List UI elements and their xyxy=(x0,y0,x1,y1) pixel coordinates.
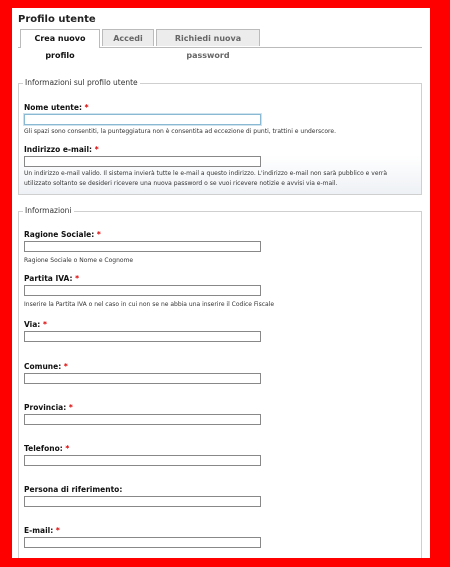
tab-create-profile[interactable]: Crea nuovo profilo xyxy=(20,29,100,48)
company-name-input[interactable] xyxy=(24,241,261,252)
main-panel xyxy=(12,8,430,558)
street-input[interactable] xyxy=(24,331,261,342)
info-legend: Informazioni xyxy=(25,206,72,215)
required-marker: * xyxy=(65,444,70,453)
info-fieldset xyxy=(18,206,422,558)
username-description: Gli spazi sono consentiti, la punteggiatura non è consentita ad eccezione di punti, trattini e underscore. xyxy=(24,128,336,135)
email-description: Un indirizzo e-mail valido. Il sistema invierà tutte le e-mail a questo indirizzo. L'indirizzo e-mail non sarà pubblico e verrà utilizzato soltanto se desideri ricevere una nuova password o se vuoi ricevere notizie e avvisi via e-mail. xyxy=(24,170,388,187)
username-input[interactable] xyxy=(24,114,261,125)
email-label: Indirizzo e-mail: * xyxy=(24,145,99,154)
vat-number-label: Partita IVA: * xyxy=(24,274,80,283)
company-name-label: Ragione Sociale: * xyxy=(24,230,101,239)
contact-person-label: Persona di riferimento: xyxy=(24,485,123,494)
street-label: Via: * xyxy=(24,320,47,329)
phone-input[interactable] xyxy=(24,455,261,466)
tab-request-password[interactable]: Richiedi nuova password xyxy=(156,29,260,46)
required-marker: * xyxy=(55,526,60,535)
username-label: Nome utente: * xyxy=(24,103,89,112)
city-label: Comune: * xyxy=(24,362,68,371)
required-marker: * xyxy=(63,362,68,371)
account-fieldset xyxy=(18,78,422,195)
required-marker: * xyxy=(68,403,73,412)
province-label: Provincia: * xyxy=(24,403,73,412)
province-input[interactable] xyxy=(24,414,261,425)
tab-login[interactable]: Accedi xyxy=(102,29,154,46)
required-marker: * xyxy=(96,230,101,239)
contact-email-label: E-mail: * xyxy=(24,526,60,535)
phone-label: Telefono: * xyxy=(24,444,70,453)
email-input[interactable] xyxy=(24,156,261,167)
page-title: Profilo utente xyxy=(18,14,96,25)
company-name-description: Ragione Sociale o Nome e Cognome xyxy=(24,257,134,264)
vat-number-description: Inserire la Partita IVA o nel caso in cui non se ne abbia una inserire il Codice Fiscale xyxy=(24,301,275,308)
contact-person-input[interactable] xyxy=(24,496,261,507)
vat-number-input[interactable] xyxy=(24,285,261,296)
city-input[interactable] xyxy=(24,373,261,384)
required-marker: * xyxy=(42,320,47,329)
required-marker: * xyxy=(75,274,80,283)
contact-email-input[interactable] xyxy=(24,537,261,548)
required-marker: * xyxy=(94,145,99,154)
required-marker: * xyxy=(84,103,89,112)
tab-bar xyxy=(18,27,422,60)
account-legend: Informazioni sul profilo utente xyxy=(25,78,138,87)
